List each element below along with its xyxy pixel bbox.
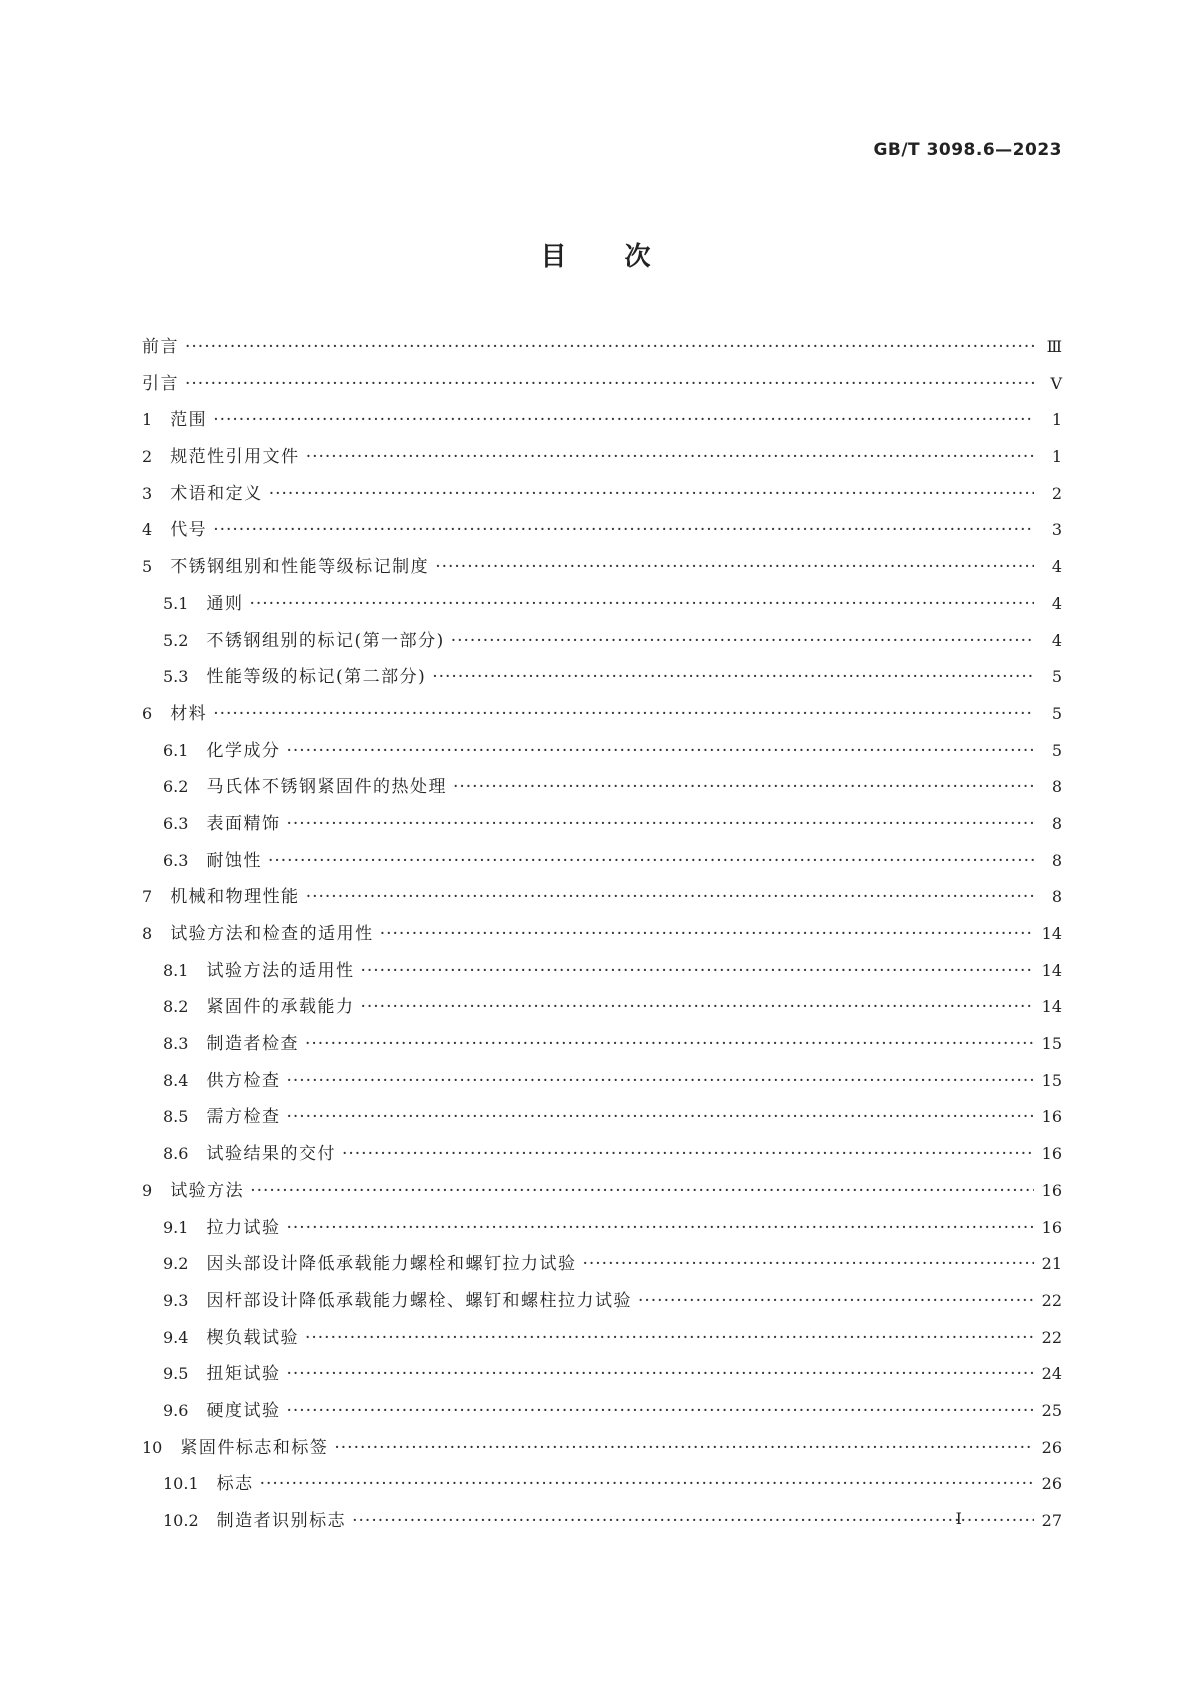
toc-entry-label: 表面精饰 <box>206 813 281 834</box>
toc-entry-page: 8 <box>1051 813 1062 833</box>
toc-entry[interactable] <box>142 1213 1062 1250</box>
toc-entry-page: 16 <box>1041 1144 1062 1164</box>
toc-entry-label: 性能等级的标记(第二部分) <box>206 667 427 688</box>
toc-entry[interactable] <box>142 405 1062 442</box>
toc-entry-number: 9.1 <box>163 1217 189 1237</box>
toc-entry[interactable] <box>142 515 1062 552</box>
toc-entry-page: 16 <box>1041 1217 1062 1237</box>
toc-entry[interactable] <box>142 736 1062 773</box>
toc-entry-page: 21 <box>1041 1254 1062 1274</box>
toc-entry[interactable] <box>142 992 1062 1029</box>
toc-entry-number: 8.6 <box>163 1144 189 1164</box>
toc-entry[interactable] <box>142 1506 1062 1543</box>
toc-leader-dots <box>286 814 1034 834</box>
toc-entry-page: 1 <box>1051 410 1062 430</box>
toc-entry-label: 紧固件的承载能力 <box>206 997 355 1018</box>
toc-entry-page: 14 <box>1041 997 1062 1017</box>
toc-entry-label: 试验结果的交付 <box>206 1144 336 1165</box>
toc-entry[interactable] <box>142 1176 1062 1213</box>
toc-entry[interactable] <box>142 1066 1062 1103</box>
toc-entry-number: 9.2 <box>163 1254 189 1274</box>
toc-leader-dots <box>249 594 1034 614</box>
toc-entry-number: 9.6 <box>163 1400 189 1420</box>
toc-leader-dots <box>213 410 1034 430</box>
toc-entry[interactable] <box>142 552 1062 589</box>
toc-entry[interactable] <box>142 1323 1062 1360</box>
toc-entry[interactable] <box>142 1286 1062 1323</box>
toc-entry-number: 8 <box>142 924 153 943</box>
toc-entry-number: 8.4 <box>163 1070 189 1090</box>
toc-leader-dots <box>432 667 1034 687</box>
toc-leader-dots <box>380 924 1034 944</box>
toc-entry[interactable] <box>142 846 1062 883</box>
toc-entry-page: 25 <box>1041 1400 1062 1420</box>
toc-entry-number: 9.4 <box>163 1327 189 1347</box>
toc-entry[interactable] <box>142 662 1062 699</box>
toc-entry-label: 不锈钢组别的标记(第一部分) <box>206 630 445 651</box>
toc-entry[interactable] <box>142 1433 1062 1470</box>
toc-entry-label: 材料 <box>170 703 208 724</box>
toc-leader-dots <box>260 1474 1034 1494</box>
toc-entry[interactable] <box>142 369 1062 406</box>
toc-leader-dots <box>286 1218 1034 1238</box>
toc-entry-label: 耐蚀性 <box>206 850 262 871</box>
toc-entry[interactable] <box>142 772 1062 809</box>
toc-entry-page: 26 <box>1041 1437 1062 1457</box>
toc-entry-page: 3 <box>1051 520 1062 540</box>
toc-leader-dots <box>286 741 1034 761</box>
toc-entry-page: 14 <box>1041 960 1062 980</box>
toc-entry[interactable] <box>142 919 1062 956</box>
toc-leader-dots <box>286 1071 1034 1091</box>
toc-entry-number: 10.2 <box>163 1511 199 1530</box>
toc-leader-dots <box>286 1364 1034 1384</box>
toc-entry-number: 6.2 <box>163 777 189 797</box>
toc-entry[interactable] <box>142 882 1062 919</box>
toc-leader-dots <box>213 704 1034 724</box>
toc-entry[interactable] <box>142 332 1062 369</box>
toc-entry-number: 9.3 <box>163 1290 189 1310</box>
page-title: 目次 <box>540 242 709 272</box>
toc-entry-page: 2 <box>1051 483 1062 503</box>
toc-entry-number: 5 <box>142 557 153 577</box>
toc-entry-page: 22 <box>1041 1290 1062 1310</box>
toc-entry[interactable] <box>142 442 1062 479</box>
toc-entry-label: 通则 <box>206 593 244 614</box>
toc-leader-dots <box>268 851 1034 871</box>
toc-entry-number: 5.1 <box>163 593 189 613</box>
toc-entry-page: 15 <box>1041 1034 1062 1054</box>
toc-entry-label: 化学成分 <box>206 740 281 761</box>
toc-leader-dots <box>451 631 1034 651</box>
toc-entry-label: 扭矩试验 <box>206 1364 281 1385</box>
toc-entry[interactable] <box>142 1396 1062 1433</box>
toc-leader-dots <box>453 777 1034 797</box>
toc-entry-label: 引言 <box>142 373 179 394</box>
toc-entry-label: 试验方法的适用性 <box>206 960 355 981</box>
toc-entry-page: 4 <box>1051 630 1062 650</box>
toc-entry-label: 规范性引用文件 <box>170 447 300 468</box>
toc-entry[interactable] <box>142 626 1062 663</box>
toc-entry[interactable] <box>142 479 1062 516</box>
toc-entry-number: 8.5 <box>163 1107 189 1127</box>
toc-entry-page: Ⅴ <box>1050 373 1062 393</box>
toc-entry[interactable] <box>142 1469 1062 1506</box>
toc-entry-label: 术语和定义 <box>170 483 263 504</box>
toc-leader-dots <box>360 961 1034 981</box>
toc-entry-label: 试验方法 <box>170 1180 245 1201</box>
toc-entry[interactable] <box>142 1249 1062 1286</box>
toc-entry-label: 制造者识别标志 <box>216 1511 347 1531</box>
toc-entry-number: 8.2 <box>163 997 189 1017</box>
toc-entry[interactable] <box>142 956 1062 993</box>
toc-entry-number: 6.3 <box>163 850 189 870</box>
toc-leader-dots <box>250 1181 1034 1201</box>
toc-entry-label: 前言 <box>142 337 179 357</box>
toc-entry-page: 24 <box>1041 1364 1062 1384</box>
toc-entry-number: 2 <box>142 447 153 467</box>
toc-entry-number: 9.5 <box>163 1364 189 1384</box>
toc-leader-dots <box>305 1034 1034 1054</box>
toc-entry-number: 1 <box>142 410 153 430</box>
toc-leader-dots <box>582 1254 1034 1274</box>
toc-leader-dots <box>286 1107 1034 1127</box>
toc-leader-dots <box>185 337 1034 357</box>
toc-leader-dots <box>213 520 1034 540</box>
toc-entry-page: 4 <box>1051 593 1062 613</box>
toc-entry-page: 8 <box>1051 850 1062 870</box>
toc-entry-label: 因杆部设计降低承载能力螺栓、螺钉和螺柱拉力试验 <box>206 1290 632 1311</box>
toc-entry-number: 7 <box>142 887 153 907</box>
toc-entry-number: 8.3 <box>163 1034 189 1054</box>
toc-entry-number: 3 <box>142 483 153 503</box>
toc-leader-dots <box>306 887 1034 907</box>
toc-entry-page: 27 <box>1041 1511 1062 1530</box>
toc-entry-number: 10.1 <box>163 1474 199 1494</box>
toc-entry-page: 5 <box>1051 667 1062 687</box>
toc-entry-page: 16 <box>1041 1107 1062 1127</box>
toc-entry-page: 5 <box>1051 703 1062 723</box>
toc-entry-page: 4 <box>1051 557 1062 577</box>
toc-leader-dots <box>334 1438 1034 1458</box>
toc-entry[interactable] <box>142 1029 1062 1066</box>
toc-entry-label: 硬度试验 <box>206 1400 281 1421</box>
toc-entry-label: 代号 <box>170 520 208 541</box>
toc-entry-label: 马氏体不锈钢紧固件的热处理 <box>206 777 447 798</box>
toc-entry-page: 14 <box>1041 924 1062 943</box>
toc-leader-dots <box>342 1144 1034 1164</box>
toc-entry-number: 6.1 <box>163 740 189 760</box>
toc-entry-label: 拉力试验 <box>206 1217 281 1238</box>
toc-entry[interactable] <box>142 589 1062 626</box>
toc-entry[interactable] <box>142 1359 1062 1396</box>
toc-entry[interactable] <box>142 1139 1062 1176</box>
toc-entry-number: 5.3 <box>163 667 189 687</box>
toc-entry-number: 9 <box>142 1180 153 1200</box>
toc-entry[interactable] <box>142 1102 1062 1139</box>
toc-entry-label: 楔负载试验 <box>206 1327 299 1348</box>
page-number: I <box>955 1509 962 1528</box>
toc-entry[interactable] <box>142 809 1062 846</box>
toc-entry-number: 8.1 <box>163 960 189 980</box>
toc-entry[interactable] <box>142 699 1062 736</box>
toc-entry-label: 需方检查 <box>206 1107 281 1128</box>
toc-entry-number: 6.3 <box>163 813 189 833</box>
toc-entry-label: 因头部设计降低承载能力螺栓和螺钉拉力试验 <box>206 1254 577 1275</box>
toc-leader-dots <box>269 484 1034 504</box>
toc-entry-page: 26 <box>1041 1474 1062 1494</box>
toc-entry-label: 标志 <box>216 1474 254 1495</box>
toc-leader-dots <box>305 1328 1034 1348</box>
toc-entry-page: 8 <box>1051 887 1062 907</box>
toc-entry-label: 机械和物理性能 <box>170 887 300 908</box>
toc-entry-page: Ⅲ <box>1046 337 1062 356</box>
toc-entry-label: 不锈钢组别和性能等级标记制度 <box>170 557 430 578</box>
toc-entry-label: 试验方法和检查的适用性 <box>170 924 374 944</box>
table-of-contents <box>142 332 1062 1543</box>
standard-code: GB/T 3098.6—2023 <box>873 140 1062 160</box>
toc-entry-label: 紧固件标志和标签 <box>180 1437 329 1458</box>
toc-entry-number: 10 <box>142 1437 163 1457</box>
toc-leader-dots <box>185 374 1034 394</box>
toc-entry-page: 16 <box>1041 1180 1062 1200</box>
toc-leader-dots <box>286 1401 1034 1421</box>
toc-entry-number: 4 <box>142 520 153 540</box>
toc-entry-page: 22 <box>1041 1327 1062 1347</box>
toc-leader-dots <box>352 1511 1034 1531</box>
toc-entry-number: 6 <box>142 703 153 723</box>
toc-entry-label: 范围 <box>170 410 208 431</box>
toc-entry-page: 8 <box>1051 777 1062 797</box>
toc-leader-dots <box>435 557 1034 577</box>
toc-entry-page: 15 <box>1041 1070 1062 1090</box>
toc-leader-dots <box>360 997 1034 1017</box>
toc-leader-dots <box>638 1291 1034 1311</box>
toc-entry-page: 5 <box>1051 740 1062 760</box>
toc-entry-number: 5.2 <box>163 630 189 650</box>
toc-entry-label: 制造者检查 <box>206 1034 299 1055</box>
toc-leader-dots <box>306 447 1034 467</box>
toc-entry-label: 供方检查 <box>206 1070 281 1091</box>
toc-entry-page: 1 <box>1051 447 1062 467</box>
